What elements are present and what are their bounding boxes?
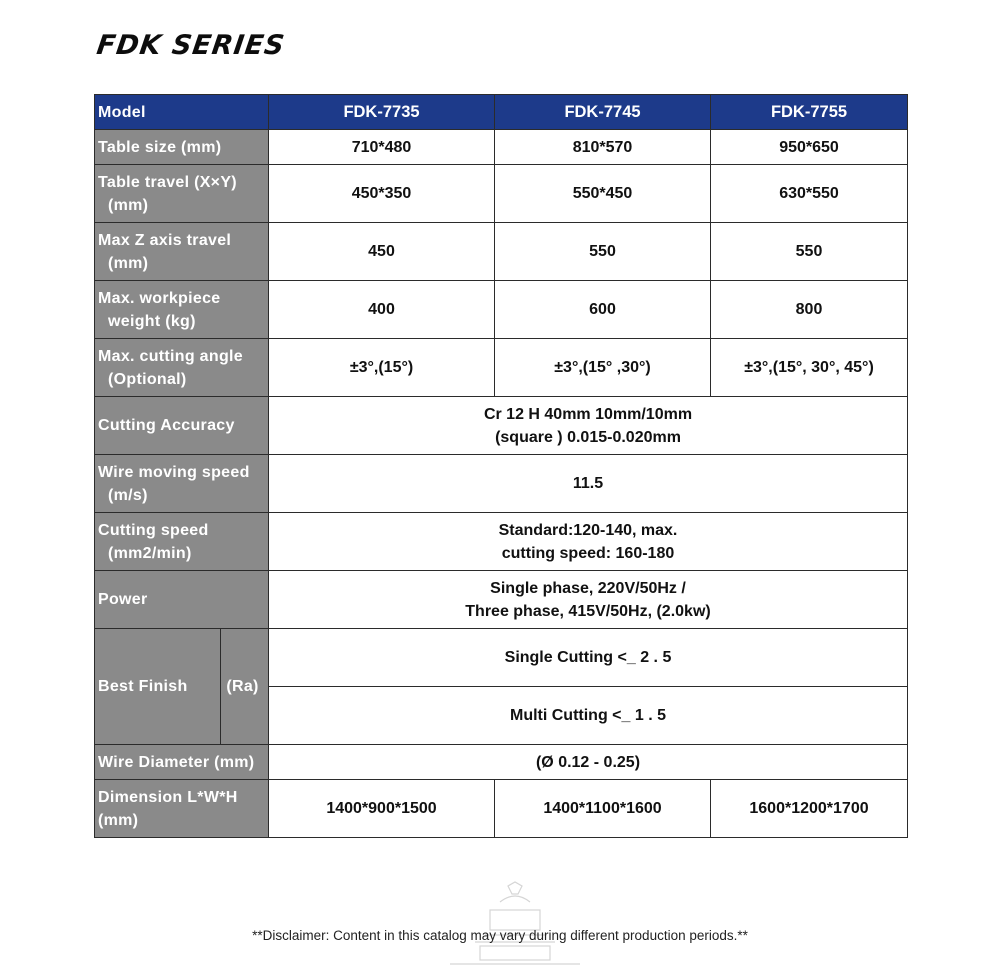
model-header-7755: FDK-7755 xyxy=(711,95,908,130)
table-cell: 450 xyxy=(269,223,495,281)
row-label-line2: (mm) xyxy=(98,811,139,829)
row-label-line1: Max Z axis travel xyxy=(98,231,232,249)
table-cell: 950*650 xyxy=(711,130,908,165)
table-cell: ±3°,(15° ,30°) xyxy=(495,339,711,397)
row-label-line1: Max. workpiece xyxy=(98,289,221,307)
row-label-line2: (mm) xyxy=(108,254,149,272)
table-row xyxy=(95,281,908,339)
table-row xyxy=(95,745,908,780)
table-row xyxy=(95,223,908,281)
row-label-line1: Dimension L*W*H xyxy=(98,788,238,806)
table-row xyxy=(95,571,908,629)
row-label: Cutting Accuracy xyxy=(95,397,269,455)
table-row xyxy=(95,513,908,571)
cell-line2: (square ) 0.015-0.020mm xyxy=(495,428,681,446)
table-row xyxy=(95,455,908,513)
table-cell-merged xyxy=(269,397,908,455)
table-cell-merged: (Ø 0.12 - 0.25) xyxy=(269,745,908,780)
table-cell: 550 xyxy=(711,223,908,281)
header-row xyxy=(95,95,908,130)
spec-table xyxy=(94,94,908,838)
row-label xyxy=(95,281,269,339)
table-cell: 710*480 xyxy=(269,130,495,165)
disclaimer-text: **Disclaimer: Content in this catalog may vary during different production periods.** xyxy=(252,928,748,943)
best-finish-label: Best Finish xyxy=(95,629,221,745)
row-label: Wire Diameter (mm) xyxy=(95,745,269,780)
table-cell: 1400*1100*1600 xyxy=(495,780,711,838)
row-label xyxy=(95,455,269,513)
model-header-cell: Model xyxy=(95,95,269,130)
row-label-line2: (m/s) xyxy=(108,486,148,504)
table-cell: 550*450 xyxy=(495,165,711,223)
table-cell: 800 xyxy=(711,281,908,339)
row-label-line2: (Optional) xyxy=(108,370,187,388)
row-label xyxy=(95,165,269,223)
row-label xyxy=(95,223,269,281)
row-label xyxy=(95,513,269,571)
cell-line2: Three phase, 415V/50Hz, (2.0kw) xyxy=(465,602,711,620)
row-label-line1: Wire moving speed xyxy=(98,463,250,481)
table-cell: 1600*1200*1700 xyxy=(711,780,908,838)
best-finish-unit: (Ra) xyxy=(221,629,269,745)
model-header-7745: FDK-7745 xyxy=(495,95,711,130)
model-header-7735: FDK-7735 xyxy=(269,95,495,130)
row-label-line1: Cutting speed xyxy=(98,521,209,539)
row-label-line1: Max. cutting angle xyxy=(98,347,243,365)
row-label xyxy=(95,339,269,397)
table-row xyxy=(95,397,908,455)
table-cell: 550 xyxy=(495,223,711,281)
table-cell: 810*570 xyxy=(495,130,711,165)
table-cell: ±3°,(15°) xyxy=(269,339,495,397)
table-cell-merged: Multi Cutting <_ 1 . 5 xyxy=(269,687,908,745)
row-label: Table size (mm) xyxy=(95,130,269,165)
row-label-line2: weight (kg) xyxy=(108,312,196,330)
table-cell: 400 xyxy=(269,281,495,339)
row-label-line2: (mm2/min) xyxy=(108,544,192,562)
row-label-line1: Table travel (X×Y) xyxy=(98,173,237,191)
table-row xyxy=(95,130,908,165)
table-cell: 450*350 xyxy=(269,165,495,223)
table-cell-merged: Single Cutting <_ 2 . 5 xyxy=(269,629,908,687)
row-label xyxy=(95,780,269,838)
cell-line1: Standard:120-140, max. xyxy=(498,521,678,539)
page-title: FDK SERIES xyxy=(94,30,287,61)
row-label-line2: (mm) xyxy=(108,196,149,214)
table-cell: 600 xyxy=(495,281,711,339)
cell-line1: Cr 12 H 40mm 10mm/10mm xyxy=(483,405,693,423)
table-row xyxy=(95,339,908,397)
table-cell-merged xyxy=(269,571,908,629)
row-label: Power xyxy=(95,571,269,629)
table-cell: 630*550 xyxy=(711,165,908,223)
table-cell: ±3°,(15°, 30°, 45°) xyxy=(711,339,908,397)
table-row xyxy=(95,629,908,687)
table-cell-merged xyxy=(269,513,908,571)
table-cell-merged: 11.5 xyxy=(269,455,908,513)
table-row xyxy=(95,165,908,223)
cell-line1: Single phase, 220V/50Hz / xyxy=(490,579,686,597)
watermark-logo-icon xyxy=(440,880,590,967)
cell-line2: cutting speed: 160-180 xyxy=(501,544,675,562)
table-row xyxy=(95,780,908,838)
table-cell: 1400*900*1500 xyxy=(269,780,495,838)
